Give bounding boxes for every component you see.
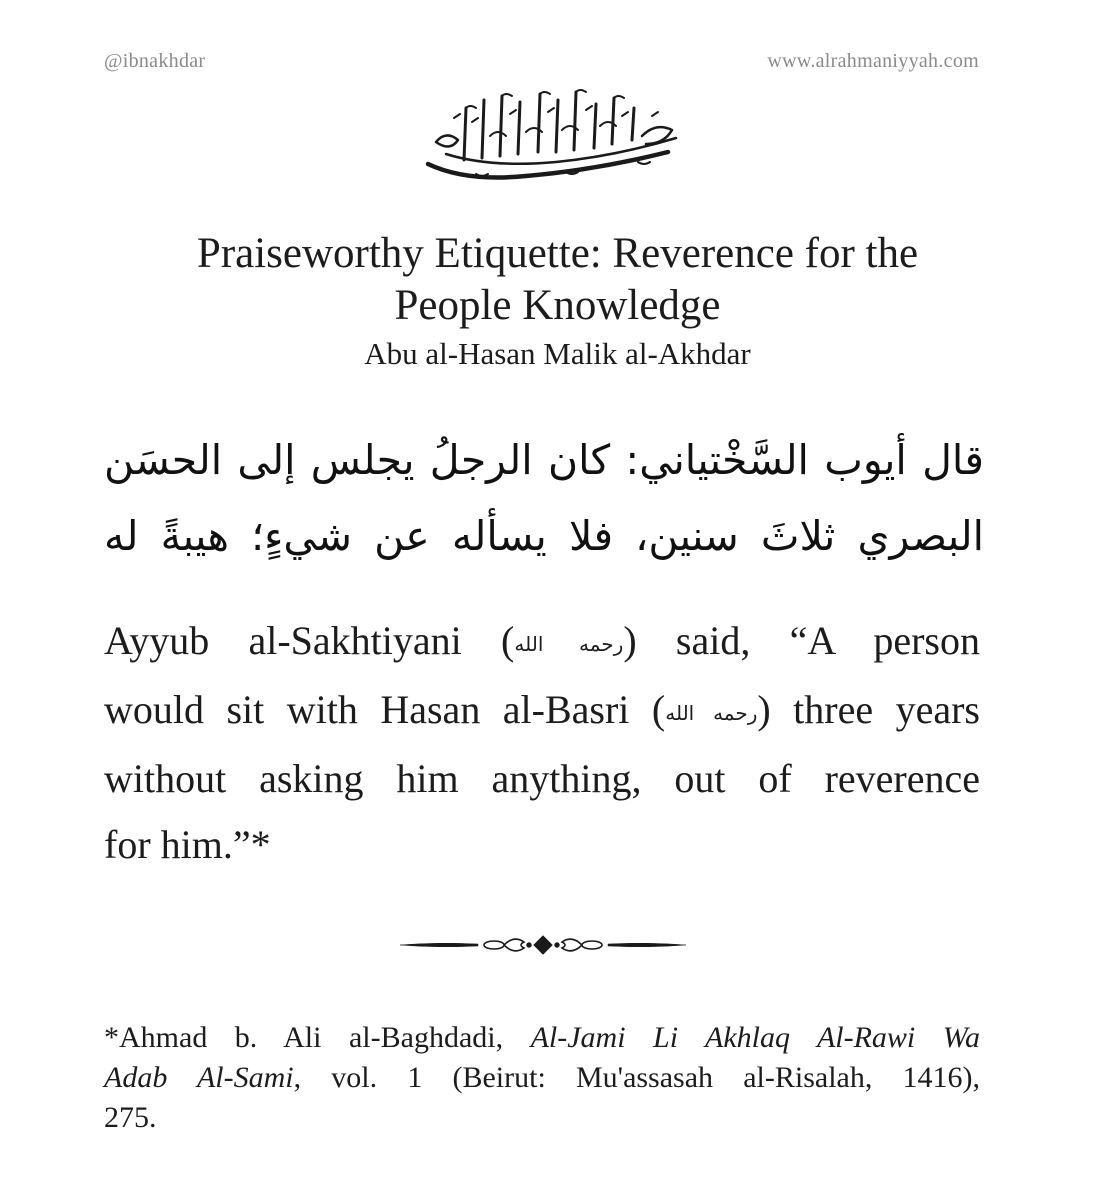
english-quote-line-3: without asking him anything, out of reverence <box>104 756 980 801</box>
svg-text:بسم الله الرحمن الرحيم: بسم الله الرحمن الرحيم <box>551 186 561 187</box>
author-handle: @ibnakhdar <box>104 50 206 72</box>
quote-text: ) three years <box>757 687 980 732</box>
ornamental-divider-icon <box>398 930 688 960</box>
arabic-quote-line-2: البصري ثلاثَ سنين، فلا يسأله عن شيءٍ؛ هيبةً له <box>104 512 984 560</box>
quote-text: Ayyub al-Sakhtiyani ( <box>104 618 515 663</box>
footnote-text: *Ahmad b. Ali al-Baghdadi, <box>104 1021 531 1054</box>
basmala-calligraphy-icon <box>406 78 706 188</box>
quote-text: would sit with Hasan al-Basri ( <box>104 687 666 732</box>
english-quote <box>104 608 980 878</box>
website-url: www.alrahmaniyyah.com <box>767 50 979 72</box>
book-title: Adab Al-Sami <box>104 1061 294 1094</box>
title-line-2: People Knowledge <box>394 282 721 329</box>
footnote-text: , vol. 1 (Beirut: Mu'assasah al-Risalah, 1416), <box>293 1061 981 1094</box>
footnote <box>104 1018 980 1138</box>
arabic-quote <box>104 422 984 574</box>
author-name: Abu al-Hasan Malik al-Akhdar <box>364 336 751 371</box>
footnote-line-2 <box>104 1058 980 1098</box>
english-quote-line-4: for him.”* <box>104 822 271 867</box>
english-quote-line-1 <box>104 608 980 677</box>
page-title <box>60 228 1055 332</box>
quote-text: ) said, “A person <box>623 618 980 663</box>
honorific: رحمه الله <box>665 701 758 725</box>
arabic-quote-line-1: قال أيوب السَّخْتياني: كان الرجلُ يجلس إلى الحسَن <box>104 436 984 484</box>
footnote-line-1 <box>104 1018 980 1058</box>
footnote-line-3: 275. <box>104 1101 157 1134</box>
english-quote-line-2 <box>104 677 980 746</box>
book-title: Al-Jami Li Akhlaq Al-Rawi Wa <box>530 1021 980 1054</box>
title-line-1: Praiseworthy Etiquette: Reverence for the <box>196 230 919 277</box>
honorific: رحمه الله <box>514 632 624 656</box>
